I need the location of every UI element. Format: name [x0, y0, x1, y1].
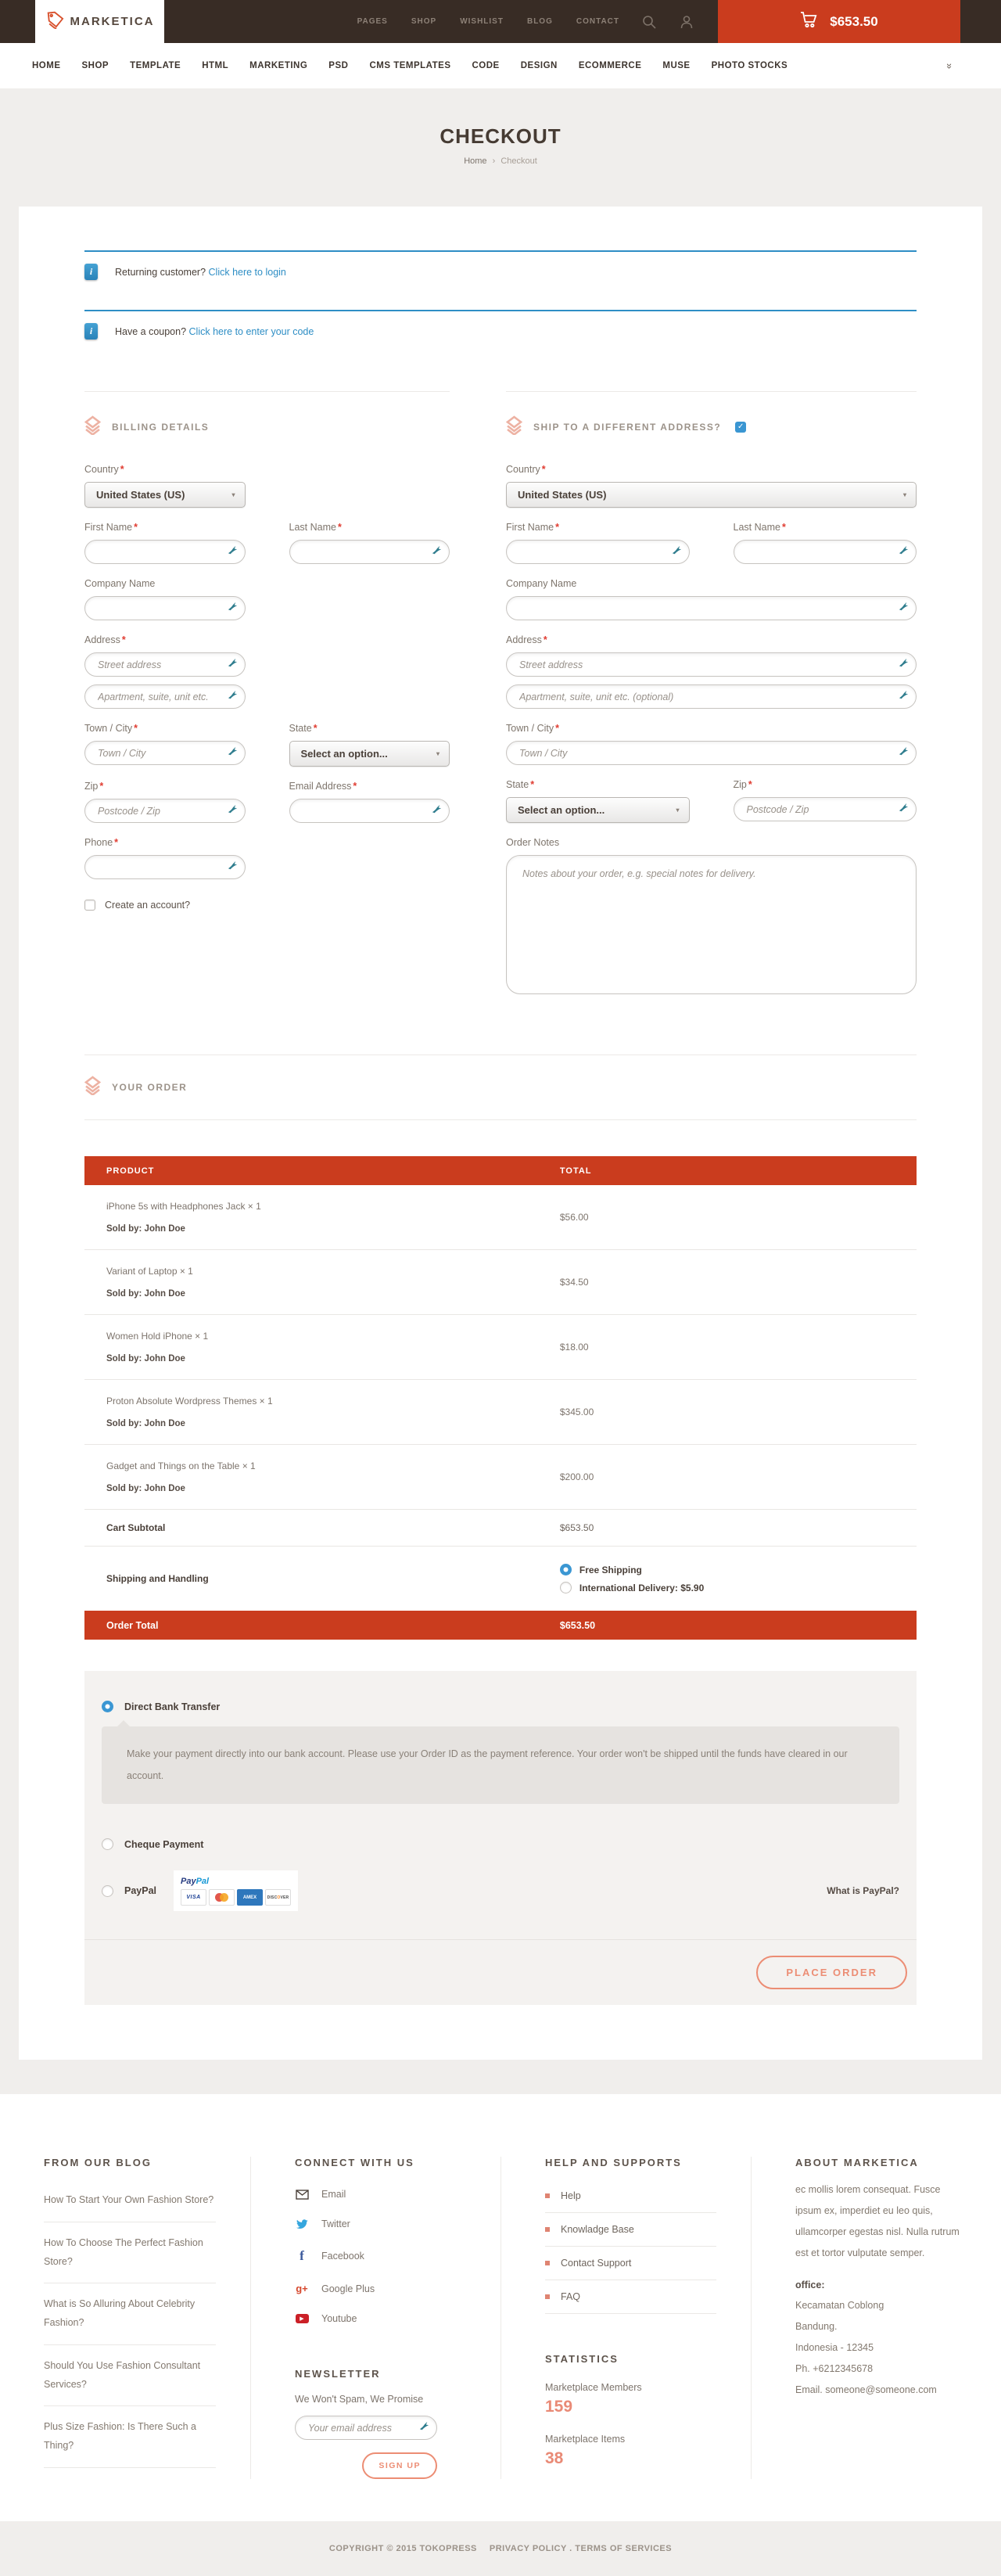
- tag-icon: [45, 10, 64, 33]
- product-seller: Sold by: John Doe: [106, 1419, 185, 1428]
- account-icon[interactable]: [679, 0, 694, 43]
- billing-state-label: State: [289, 723, 312, 734]
- layers-icon: [506, 415, 522, 439]
- required-mark: *: [134, 522, 138, 533]
- footer-blog-title: FROM OUR BLOG: [44, 2157, 152, 2168]
- discover-icon: DISCOVER: [265, 1889, 291, 1906]
- billing-state-select[interactable]: [289, 741, 450, 767]
- shipping-company-label: Company Name: [506, 578, 577, 589]
- nav-design[interactable]: DESIGN: [520, 61, 558, 70]
- order-total-label: Order Total: [106, 1619, 159, 1631]
- nav-code[interactable]: CODE: [472, 61, 500, 70]
- subtotal-row: [84, 1510, 917, 1547]
- breadcrumb-separator: ›: [492, 156, 496, 166]
- nav-home[interactable]: HOME: [32, 61, 61, 70]
- cart-button[interactable]: [718, 0, 960, 43]
- shipping-zip-label: Zip: [733, 779, 747, 790]
- autofill-icon: [431, 803, 443, 819]
- shipping-options-row: [84, 1547, 917, 1611]
- order-total-value: $653.50: [559, 1619, 596, 1631]
- order-total-row: [84, 1611, 917, 1640]
- required-mark: *: [530, 779, 535, 790]
- top-nav-wishlist[interactable]: WISHLIST: [460, 17, 504, 26]
- cart-icon: [800, 11, 819, 32]
- office-phone: Ph. +6212345678: [795, 2363, 874, 2374]
- shipping-section: [506, 391, 917, 1006]
- table-row: [84, 1250, 917, 1315]
- bank-transfer-label: Direct Bank Transfer: [124, 1701, 221, 1712]
- required-mark: *: [555, 723, 560, 734]
- product-name[interactable]: Women Hold iPhone × 1: [106, 1331, 209, 1342]
- cheque-payment-label: Cheque Payment: [124, 1838, 204, 1850]
- social-label: Twitter: [321, 2219, 350, 2229]
- autofill-icon: [898, 657, 910, 673]
- bank-transfer-radio[interactable]: [102, 1701, 113, 1712]
- amex-icon: AMEX: [237, 1889, 263, 1906]
- table-row: [84, 1185, 917, 1250]
- login-notice-text: [115, 267, 286, 278]
- statistics-title: STATISTICS: [545, 2353, 619, 2365]
- shipping-state-label: State: [506, 779, 529, 790]
- product-total: $34.50: [559, 1277, 589, 1288]
- visa-icon: VISA: [181, 1889, 206, 1906]
- product-total: $200.00: [559, 1471, 594, 1482]
- shipping-address-label: Address: [506, 634, 542, 645]
- create-account-checkbox[interactable]: [84, 900, 95, 911]
- autofill-icon: [227, 860, 239, 875]
- footer-help-column: [500, 2157, 751, 2479]
- billing-state-value: Select an option...: [300, 748, 388, 760]
- blog-link[interactable]: How To Choose The Perfect Fashion Store?: [44, 2222, 216, 2284]
- mastercard-icon: [209, 1889, 235, 1906]
- breadcrumb-home[interactable]: Home: [464, 156, 487, 166]
- autofill-icon: [898, 689, 910, 705]
- billing-address-input[interactable]: [84, 652, 246, 677]
- twitter-icon: [295, 2219, 309, 2229]
- accepted-cards-image: [174, 1870, 298, 1911]
- billing-phone-input[interactable]: [84, 855, 246, 879]
- top-nav: [357, 0, 619, 43]
- shipping-first-name-input[interactable]: [506, 540, 690, 564]
- nav-html[interactable]: HTML: [202, 61, 229, 70]
- shipping-title: SHIP TO A DIFFERENT ADDRESS?: [533, 422, 722, 433]
- bank-transfer-description: Make your payment directly into our bank account. Please use your Order ID as the payment reference. Your order won't be shipped until the funds have cleared in our account.: [102, 1726, 899, 1804]
- free-shipping-label: Free Shipping: [579, 1564, 642, 1575]
- autofill-icon: [227, 601, 239, 616]
- shipping-state-select[interactable]: [506, 797, 690, 823]
- stat-value: 38: [545, 2449, 564, 2467]
- shipping-address2-input[interactable]: [506, 684, 917, 709]
- place-order-button[interactable]: PLACE ORDER: [756, 1956, 907, 1989]
- help-link[interactable]: [545, 2213, 716, 2247]
- shipping-address-input[interactable]: [506, 652, 917, 677]
- blog-link[interactable]: What is So Alluring About Celebrity Fashion?: [44, 2283, 216, 2345]
- shipping-first-name-label: First Name: [506, 522, 554, 533]
- nav-shop[interactable]: SHOP: [81, 61, 109, 70]
- shipping-last-name-label: Last Name: [733, 522, 780, 533]
- billing-town-input[interactable]: [84, 741, 246, 765]
- required-mark: *: [99, 781, 104, 792]
- billing-email-label: Email Address: [289, 781, 352, 792]
- page-title-block: [0, 88, 1001, 207]
- help-label: Contact Support: [561, 2258, 632, 2269]
- billing-country-label: Country: [84, 464, 119, 475]
- required-mark: *: [353, 781, 357, 792]
- email-icon: [295, 2190, 309, 2200]
- required-mark: *: [748, 779, 752, 790]
- autofill-icon: [227, 544, 239, 560]
- help-link[interactable]: [545, 2280, 716, 2314]
- product-total: $56.00: [559, 1212, 589, 1223]
- cheque-payment-radio[interactable]: [102, 1838, 113, 1850]
- top-header: [0, 0, 1001, 43]
- autofill-icon: [431, 544, 443, 560]
- social-link-google-plus[interactable]: [295, 2273, 466, 2304]
- billing-company-input[interactable]: [84, 596, 246, 620]
- product-total: $18.00: [559, 1342, 589, 1353]
- layers-icon: [84, 415, 101, 439]
- nav-psd[interactable]: PSD: [328, 61, 349, 70]
- required-mark: *: [121, 634, 126, 645]
- autofill-icon: [898, 802, 910, 817]
- page-title: CHECKOUT: [440, 124, 561, 148]
- shipping-town-input[interactable]: [506, 741, 917, 765]
- social-link-youtube[interactable]: [295, 2304, 466, 2333]
- help-link[interactable]: [545, 2179, 716, 2213]
- shipping-state-value: Select an option...: [518, 804, 605, 816]
- office-label: office:: [795, 2279, 825, 2290]
- required-mark: *: [781, 522, 786, 533]
- social-label: Facebook: [321, 2251, 364, 2262]
- brand-name: MARKETICA: [70, 15, 155, 28]
- table-row: [84, 1445, 917, 1510]
- col-product: PRODUCT: [106, 1166, 155, 1176]
- chevron-down-icon: ▾: [676, 807, 680, 814]
- newsletter-tagline: We Won't Spam, We Promise: [295, 2394, 424, 2405]
- stat-label: Marketplace Items: [545, 2434, 626, 2445]
- chevron-double-down-icon[interactable]: »: [943, 63, 956, 69]
- shipping-country-value: United States (US): [518, 489, 607, 501]
- chevron-down-icon: ▾: [902, 491, 906, 498]
- required-mark: *: [541, 464, 546, 475]
- social-link-facebook[interactable]: [295, 2239, 466, 2273]
- blog-link[interactable]: How To Start Your Own Fashion Store?: [44, 2179, 216, 2222]
- legal-bar: [0, 2521, 1001, 2576]
- help-label: Knowladge Base: [561, 2224, 634, 2235]
- shipping-company-input[interactable]: [506, 596, 917, 620]
- international-delivery-radio[interactable]: [560, 1582, 572, 1593]
- what-is-paypal-link[interactable]: What is PayPal?: [827, 1885, 899, 1896]
- breadcrumb: [0, 156, 1001, 166]
- product-seller: Sold by: John Doe: [106, 1484, 185, 1493]
- office-address-line: Indonesia - 12345: [795, 2342, 874, 2354]
- product-seller: Sold by: John Doe: [106, 1354, 185, 1363]
- billing-address-label: Address: [84, 634, 120, 645]
- ship-different-checkbox[interactable]: ✓: [735, 422, 746, 433]
- autofill-icon: [898, 745, 910, 761]
- paypal-logo-2: Pal: [196, 1877, 210, 1886]
- billing-company-label: Company Name: [84, 578, 156, 589]
- newsletter-title: NEWSLETTER: [295, 2368, 381, 2380]
- nav-muse[interactable]: MUSE: [662, 61, 691, 70]
- login-link[interactable]: Click here to login: [208, 266, 286, 278]
- autofill-icon: [227, 745, 239, 761]
- autofill-icon: [227, 689, 239, 705]
- billing-last-name-label: Last Name: [289, 522, 336, 533]
- layers-icon: [84, 1076, 101, 1099]
- login-notice: [84, 250, 917, 296]
- billing-email-input[interactable]: [289, 799, 450, 823]
- help-label: Help: [561, 2190, 581, 2201]
- google-plus-icon: g+: [296, 2283, 308, 2294]
- billing-zip-label: Zip: [84, 781, 99, 792]
- required-mark: *: [114, 837, 119, 848]
- footer-blog-column: [0, 2157, 250, 2479]
- order-section: [84, 1054, 917, 2005]
- social-link-twitter[interactable]: [295, 2209, 466, 2239]
- footer-help-title: HELP AND SUPPORTS: [545, 2157, 682, 2168]
- newsletter-block: [295, 2368, 466, 2479]
- billing-zip-input[interactable]: [84, 799, 246, 823]
- table-row: [84, 1380, 917, 1445]
- social-label: Youtube: [321, 2313, 357, 2324]
- billing-phone-label: Phone: [84, 837, 113, 848]
- top-nav-blog[interactable]: BLOG: [526, 17, 553, 26]
- shipping-town-label: Town / City: [506, 723, 554, 734]
- statistics-block: [545, 2353, 716, 2468]
- billing-town-label: Town / City: [84, 723, 133, 734]
- col-total: TOTAL: [559, 1166, 592, 1176]
- autofill-icon: [227, 657, 239, 673]
- product-name[interactable]: Gadget and Things on the Table × 1: [106, 1460, 256, 1471]
- nav-ecommerce[interactable]: ECOMMERCE: [578, 61, 642, 70]
- coupon-notice-prefix: Have a coupon?: [115, 325, 187, 337]
- paypal-radio[interactable]: [102, 1885, 113, 1897]
- chevron-down-icon: ▾: [436, 750, 440, 757]
- payment-methods: [84, 1671, 917, 2005]
- info-icon: i: [84, 323, 98, 340]
- stat-value: 159: [545, 2398, 573, 2416]
- bullet-icon: [545, 2193, 550, 2198]
- coupon-link[interactable]: Click here to enter your code: [188, 325, 314, 337]
- office-email: Email. someone@someone.com: [795, 2384, 937, 2395]
- nav-marketing[interactable]: MARKETING: [249, 61, 308, 70]
- signup-button[interactable]: SIGN UP: [362, 2452, 437, 2479]
- footer-about-title: ABOUT MARKETICA: [795, 2157, 919, 2168]
- footer-connect-title: CONNECT WITH US: [295, 2157, 414, 2168]
- product-seller: Sold by: John Doe: [106, 1289, 185, 1299]
- shipping-country-label: Country: [506, 464, 540, 475]
- billing-country-value: United States (US): [96, 489, 185, 501]
- brand-logo[interactable]: [35, 0, 164, 43]
- required-mark: *: [543, 634, 547, 645]
- subtotal-label: Cart Subtotal: [106, 1522, 166, 1533]
- office-address-line: Kecamatan Coblong: [795, 2300, 884, 2312]
- nav-cms-templates[interactable]: CMS TEMPLATES: [369, 61, 451, 70]
- billing-first-name-label: First Name: [84, 522, 133, 533]
- coupon-notice-text: [115, 326, 314, 337]
- about-text: ec mollis lorem consequat. Fusce ipsum ex, imperdiet eu leo quis, ullamcorper egestas nisl. Nulla rutrum est et tortor vulputate semper.: [795, 2184, 960, 2258]
- blog-link[interactable]: Plus Size Fashion: Is There Such a Thing?: [44, 2406, 216, 2468]
- shipping-last-name-input[interactable]: [734, 540, 917, 564]
- autofill-icon: [898, 544, 910, 560]
- top-nav-pages[interactable]: PAGES: [357, 17, 388, 26]
- billing-first-name-input[interactable]: [84, 540, 246, 564]
- social-link-email[interactable]: [295, 2179, 466, 2209]
- billing-address2-input[interactable]: [84, 684, 246, 709]
- create-account-label: Create an account?: [105, 900, 191, 911]
- product-seller: Sold by: John Doe: [106, 1224, 185, 1234]
- stat-label: Marketplace Members: [545, 2382, 642, 2393]
- autofill-icon: [898, 601, 910, 616]
- shipping-zip-input[interactable]: [734, 797, 917, 821]
- billing-last-name-input[interactable]: [289, 540, 450, 564]
- shipping-country-select[interactable]: [506, 482, 917, 508]
- required-mark: *: [120, 464, 124, 475]
- billing-title: BILLING DETAILS: [112, 422, 210, 433]
- bullet-icon: [545, 2261, 550, 2265]
- info-icon: i: [84, 264, 98, 280]
- coupon-notice: [84, 310, 917, 355]
- top-nav-shop[interactable]: SHOP: [411, 17, 437, 26]
- footer: [0, 2094, 1001, 2521]
- order-notes-label: Order Notes: [506, 837, 560, 848]
- breadcrumb-current: Checkout: [500, 156, 537, 166]
- product-name[interactable]: Proton Absolute Wordpress Themes × 1: [106, 1396, 273, 1407]
- autofill-icon: [418, 2420, 430, 2436]
- order-table: [84, 1156, 917, 1640]
- legal-links[interactable]: PRIVACY POLICY . TERMS OF SERVICES: [489, 2544, 673, 2553]
- blog-link[interactable]: Should You Use Fashion Consultant Services?: [44, 2345, 216, 2407]
- order-notes-input[interactable]: [506, 855, 917, 994]
- bullet-icon: [545, 2227, 550, 2232]
- product-total: $345.00: [559, 1407, 594, 1417]
- footer-connect-column: [250, 2157, 500, 2479]
- facebook-icon: f: [300, 2248, 304, 2263]
- social-label: Google Plus: [321, 2283, 375, 2294]
- bullet-icon: [545, 2294, 550, 2299]
- checkout-card: [19, 207, 982, 2060]
- billing-country-select[interactable]: [84, 482, 246, 508]
- required-mark: *: [313, 723, 318, 734]
- youtube-icon: ▶: [295, 2314, 309, 2323]
- login-notice-prefix: Returning customer?: [115, 266, 206, 278]
- newsletter-email-input[interactable]: [295, 2416, 437, 2440]
- top-nav-contact[interactable]: CONTACT: [576, 17, 619, 26]
- main-nav: [0, 43, 1001, 88]
- paypal-label: PayPal: [124, 1885, 157, 1896]
- cart-total: $653.50: [830, 13, 878, 29]
- billing-section: [84, 391, 450, 1006]
- social-label: Email: [321, 2189, 346, 2200]
- chevron-down-icon: ▾: [231, 491, 235, 498]
- shipping-handling-label: Shipping and Handling: [106, 1573, 209, 1584]
- footer-about-column: [751, 2157, 1001, 2479]
- table-row: [84, 1315, 917, 1380]
- subtotal-value: $653.50: [559, 1522, 594, 1533]
- required-mark: *: [134, 723, 138, 734]
- order-title: YOUR ORDER: [112, 1082, 188, 1093]
- paypal-logo: Pay: [181, 1877, 196, 1886]
- nav-photo-stocks[interactable]: PHOTO STOCKS: [711, 61, 788, 70]
- nav-template[interactable]: TEMPLATE: [130, 61, 181, 70]
- office-address-line: Bandung.: [795, 2321, 838, 2333]
- international-delivery-label: International Delivery: $5.90: [579, 1582, 705, 1593]
- help-link[interactable]: [545, 2247, 716, 2280]
- copyright-text: COPYRIGHT © 2015 TOKOPRESS: [328, 2544, 477, 2553]
- autofill-icon: [227, 803, 239, 819]
- free-shipping-radio[interactable]: [560, 1564, 572, 1575]
- autofill-icon: [671, 544, 683, 560]
- required-mark: *: [555, 522, 559, 533]
- search-icon[interactable]: [641, 0, 657, 43]
- required-mark: *: [337, 522, 342, 533]
- help-label: FAQ: [561, 2291, 581, 2302]
- product-name[interactable]: iPhone 5s with Headphones Jack × 1: [106, 1201, 261, 1212]
- product-name[interactable]: Variant of Laptop × 1: [106, 1266, 193, 1277]
